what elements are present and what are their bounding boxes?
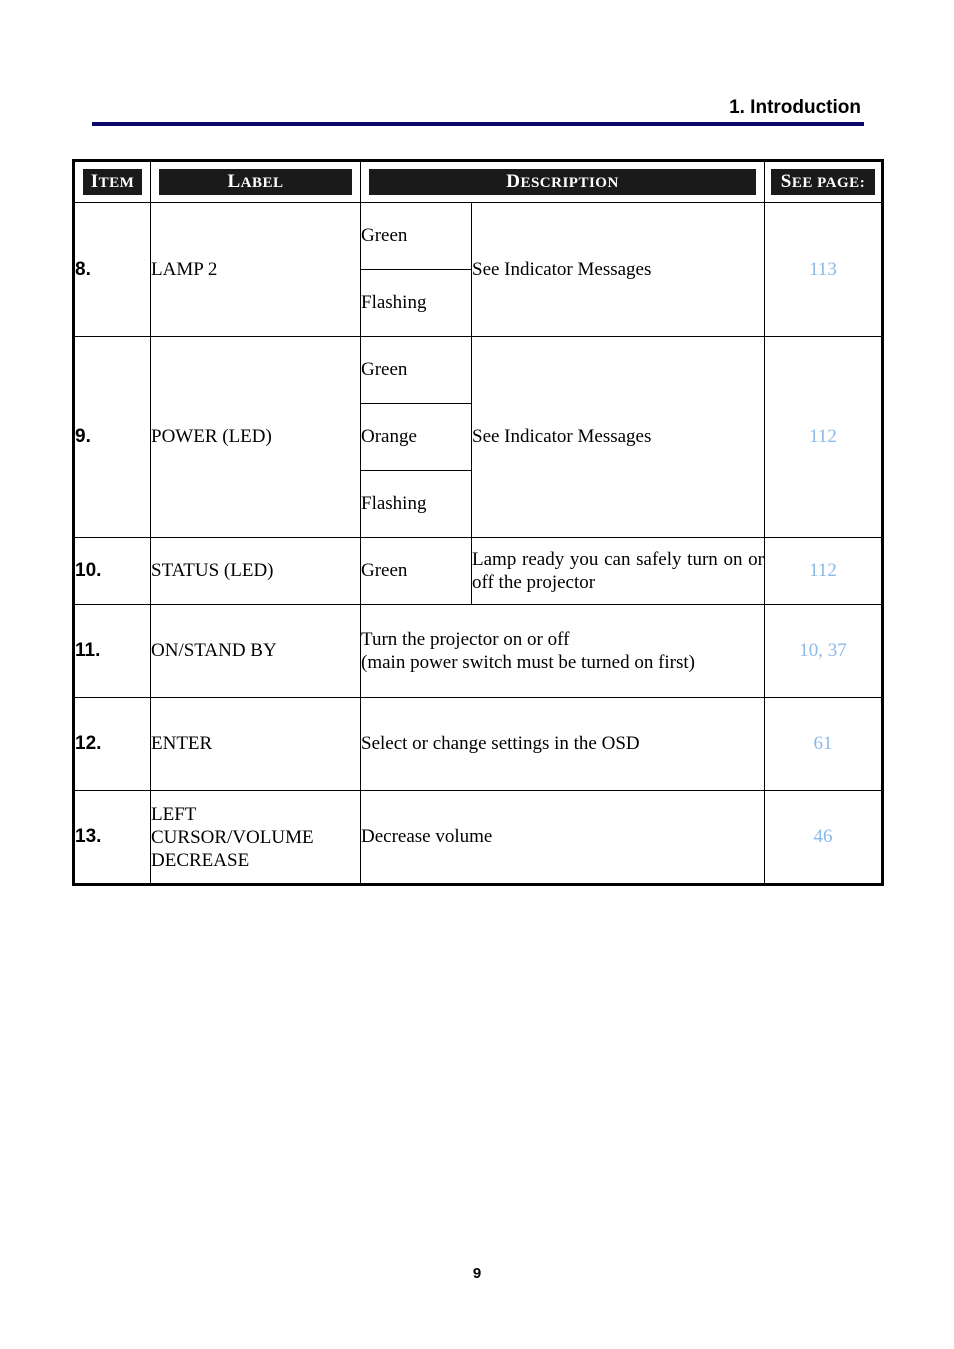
see-page-link[interactable]: 112 [765, 337, 883, 538]
item-description: See Indicator Messages [472, 203, 765, 337]
indicator-state: Green [361, 538, 472, 605]
item-description: Lamp ready you can safely turn on or off the projector [472, 538, 765, 605]
see-page-link[interactable]: 61 [765, 698, 883, 791]
header-rule [92, 122, 864, 126]
item-number: 9. [74, 337, 151, 538]
item-label [151, 791, 361, 885]
item-description: Decrease volume [361, 791, 765, 885]
table-header-row [74, 161, 883, 203]
item-number: 13. [74, 791, 151, 885]
label-line: DECREASE [151, 849, 250, 871]
label-line: LEFT [151, 803, 197, 825]
table-row [74, 538, 883, 605]
table-row [74, 337, 883, 404]
item-label: ON/STAND BY [151, 605, 361, 698]
item-number: 12. [74, 698, 151, 791]
indicator-state: Green [361, 203, 472, 270]
label-line: CURSOR/VOLUME [151, 826, 314, 848]
item-number: 10. [74, 538, 151, 605]
controls-table [72, 159, 884, 886]
column-header-see-page: SEE PAGE: [765, 161, 883, 203]
item-number: 8. [74, 203, 151, 337]
see-page-link[interactable]: 113 [765, 203, 883, 337]
item-label: STATUS (LED) [151, 538, 361, 605]
page-number: 9 [472, 1265, 482, 1282]
column-header-item: ITEM [74, 161, 151, 203]
table-row [74, 605, 883, 698]
indicator-state: Flashing [361, 270, 472, 337]
item-label: POWER (LED) [151, 337, 361, 538]
indicator-state: Flashing [361, 471, 472, 538]
description-line: Turn the projector on or off [361, 629, 570, 650]
indicator-state: Orange [361, 404, 472, 471]
column-header-description: DESCRIPTION [361, 161, 765, 203]
see-page-link[interactable]: 112 [765, 538, 883, 605]
item-description [361, 605, 765, 698]
item-label: LAMP 2 [151, 203, 361, 337]
item-description: Select or change settings in the OSD [361, 698, 765, 791]
indicator-state: Green [361, 337, 472, 404]
table-row [74, 203, 883, 270]
table-row [74, 698, 883, 791]
description-line: (main power switch must be turned on first) [361, 652, 696, 673]
see-page-link[interactable]: 46 [765, 791, 883, 885]
item-number: 11. [74, 605, 151, 698]
item-label: ENTER [151, 698, 361, 791]
table-row [74, 791, 883, 885]
section-title: 1. Introduction [729, 97, 861, 118]
item-description: See Indicator Messages [472, 337, 765, 538]
see-page-link[interactable]: 10, 37 [765, 605, 883, 698]
column-header-label: LABEL [151, 161, 361, 203]
